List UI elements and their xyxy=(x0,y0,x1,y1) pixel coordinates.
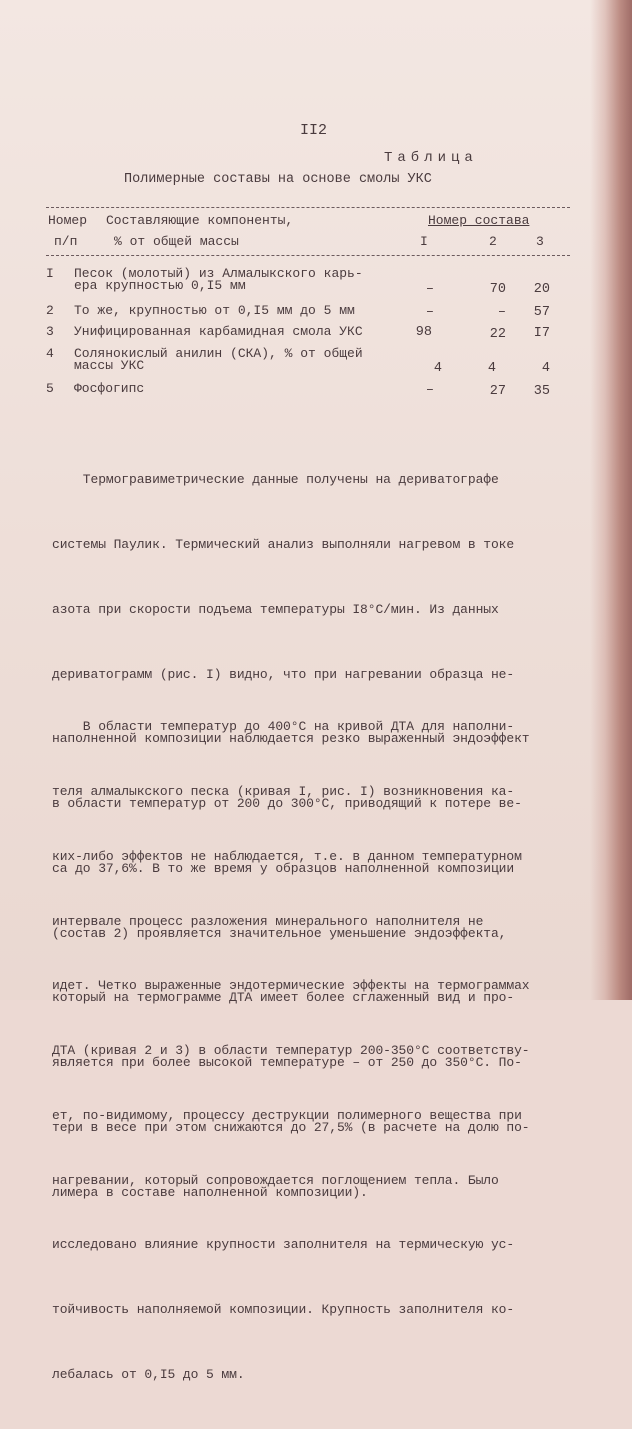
row-c1: 98 xyxy=(415,325,432,340)
row-c3: 35 xyxy=(533,384,550,399)
table-top-rule xyxy=(46,207,570,208)
text-line: ет, по-видимому, процессу деструкции полимерного вещества при xyxy=(52,1107,522,1123)
text-line: Термогравиметрические данные получены на дериватографе xyxy=(52,472,499,488)
text-line: интервале процесс разложения минерального наполнителя не xyxy=(52,913,484,929)
row-no: 2 xyxy=(46,303,54,318)
row-c1: – xyxy=(425,383,434,398)
row-c2: 4 xyxy=(487,361,496,376)
header-group: Номер состава xyxy=(428,213,530,228)
row-component: То же, крупностью от 0,I5 мм до 5 мм xyxy=(74,303,355,318)
header-component-line1: Составляющие компоненты, xyxy=(106,213,294,228)
header-col-3: 3 xyxy=(536,234,544,249)
text-line: В области температур до 400°С на кривой ДТА для наполни- xyxy=(52,719,515,735)
text-line: системы Паулик. Термический анализ выполняли нагревом в токе xyxy=(52,536,515,552)
text-line: идет. Четко выраженные эндотермические эффекты на термограммах xyxy=(52,978,530,994)
header-col-1: I xyxy=(420,234,428,249)
text-line: исследовано влияние крупности заполнителя на термическую ус- xyxy=(52,1237,515,1253)
row-c1: – xyxy=(425,282,434,297)
row-c2: 22 xyxy=(489,327,506,342)
text-line: в области температур от 200 до 300°С, приводящий к потере ве- xyxy=(52,796,522,812)
header-no-line2: п/п xyxy=(54,234,78,249)
text-line: са до 37,6%. В то же время у образцов наполненной композиции xyxy=(52,860,515,876)
row-c1: 4 xyxy=(433,361,442,376)
row-no: 4 xyxy=(46,346,54,361)
row-component: Солянокислый анилин (СКА), % от общей xyxy=(74,346,363,361)
row-no: 5 xyxy=(46,381,54,396)
row-component: Песок (молотый) из Алмалыкского карь- xyxy=(74,266,363,281)
row-c3: 20 xyxy=(533,282,550,297)
text-line: нагревании, который сопровождается поглощением тепла. Было xyxy=(52,1172,499,1188)
text-line: наполненной композиции наблюдается резко выраженный эндоэффект xyxy=(52,731,530,747)
text-line: азота при скорости подъема температуры I8°С/мин. Из данных xyxy=(52,601,499,617)
page-number: II2 xyxy=(300,122,328,139)
text-line: ких-либо эффектов не наблюдается, т.е. в данном температурном xyxy=(52,848,522,864)
row-component: Фосфогипс xyxy=(74,381,145,396)
text-line: дериватограмм (рис. I) видно, что при нагревании образца не- xyxy=(52,666,515,682)
text-line: является при более высокой температуре – от 250 до 350°С. По- xyxy=(52,1055,522,1071)
table-label: Таблица xyxy=(384,150,478,166)
row-no: I xyxy=(46,266,54,281)
row-c2: 70 xyxy=(489,282,506,297)
text-line: лимера в составе наполненной композиции). xyxy=(52,1184,368,1200)
table-header-rule xyxy=(46,255,570,256)
row-component: Унифицированная карбамидная смола УКС xyxy=(74,324,363,339)
text-line: лебалась от 0,I5 до 5 мм. xyxy=(52,1367,245,1382)
header-col-2: 2 xyxy=(489,234,497,249)
header-no-line1: Номер xyxy=(48,213,88,228)
row-c3: 4 xyxy=(541,361,550,376)
text-line: ДТА (кривая 2 и 3) в области температур 200-350°С соответству- xyxy=(52,1043,530,1059)
text-line: теля алмалыкского песка (кривая I, рис. I) возникновения ка- xyxy=(52,783,515,799)
row-c3: 57 xyxy=(533,305,550,320)
row-component-cont: ера крупностью 0,I5 мм xyxy=(74,278,246,293)
table-title: Полимерные составы на основе смолы УКС xyxy=(124,172,432,187)
row-c3: I7 xyxy=(533,326,550,341)
header-component-line2: % от общей массы xyxy=(114,234,239,249)
text-line: тойчивость наполняемой композиции. Крупность заполнителя ко- xyxy=(52,1302,515,1318)
row-c2: – xyxy=(497,305,506,320)
text-line: (состав 2) проявляется значительное уменьшение эндоэффекта, xyxy=(52,925,507,941)
row-c1: – xyxy=(425,305,434,320)
paragraph-2 xyxy=(52,673,529,1429)
row-component-cont: массы УКС xyxy=(74,358,145,373)
text-line: тери в весе при этом снижаются до 27,5% (в расчете на долю по- xyxy=(52,1120,530,1135)
row-no: 3 xyxy=(46,324,54,339)
text-line: который на термограмме ДТА имеет более сглаженный вид и про- xyxy=(52,990,515,1006)
row-c2: 27 xyxy=(489,384,506,399)
